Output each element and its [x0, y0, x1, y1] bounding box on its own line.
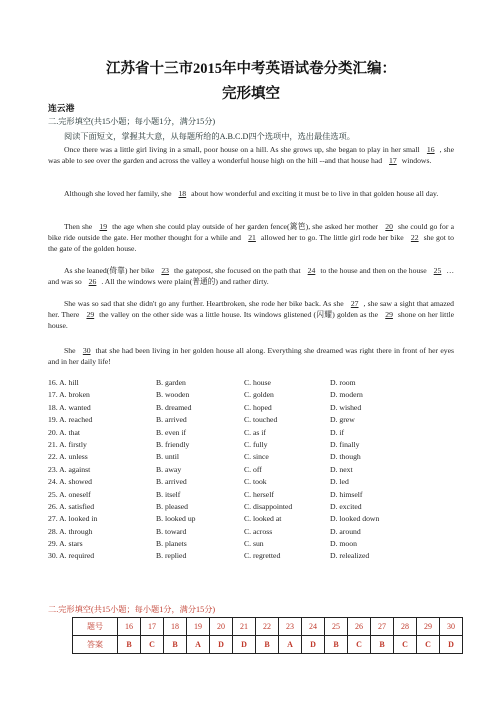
option-d: D. if — [330, 427, 345, 437]
question-number-cell: 20 — [210, 618, 233, 636]
option-a: 30. A. required — [48, 551, 95, 561]
option-c: C. touched — [244, 415, 278, 425]
answer-table-number-row — [73, 618, 463, 636]
option-d: D. grew — [330, 415, 355, 425]
option-b: B. until — [156, 452, 180, 462]
question-number-cell: 21 — [233, 618, 256, 636]
option-d: D. finally — [330, 439, 360, 449]
option-d: D. himself — [330, 489, 363, 499]
options-list — [48, 378, 468, 564]
question-number-cell: 24 — [302, 618, 325, 636]
option-a: 18. A. wanted — [48, 402, 91, 412]
answer-cell: D — [233, 636, 256, 654]
blank-23: 23 — [161, 266, 170, 275]
question-number-cell: 29 — [417, 618, 440, 636]
option-b: B. arrived — [156, 477, 187, 487]
option-row — [48, 527, 468, 539]
option-d: D. led — [330, 477, 349, 487]
option-row — [48, 465, 468, 477]
option-row — [48, 440, 468, 452]
option-c: C. sun — [244, 539, 264, 549]
option-b: B. planets — [156, 539, 187, 549]
option-d: D. excited — [330, 501, 362, 511]
option-d: D. next — [330, 464, 353, 474]
answer-cell: B — [256, 636, 279, 654]
option-c: C. fully — [244, 439, 268, 449]
answer-table — [72, 617, 463, 654]
option-b: B. itself — [156, 489, 181, 499]
blank-27: 27 — [350, 299, 359, 308]
option-c: C. hoped — [244, 402, 272, 412]
answer-table-answer-row — [73, 636, 463, 654]
option-d: D. moon — [330, 539, 357, 549]
blank-21: 21 — [248, 233, 256, 242]
option-d: D. modern — [330, 390, 363, 400]
question-number-cell: 22 — [256, 618, 279, 636]
option-row — [48, 539, 468, 551]
question-number-cell: 17 — [141, 618, 164, 636]
passage-paragraph-4: As she leaned(倚靠) her bike 23 the gatepost, she focused on the path that 24 to the house and then on the house 25 …and was so 26 . All the windows were plain(普通的) and rather dirty. — [48, 266, 455, 286]
option-a: 28. A. through — [48, 526, 93, 536]
option-d: D. relealized — [330, 551, 370, 561]
option-a: 29. A. stars — [48, 539, 83, 549]
option-c: C. herself — [244, 489, 274, 499]
option-row — [48, 378, 468, 390]
answer-cell: B — [118, 636, 141, 654]
answer-cell: D — [210, 636, 233, 654]
blank-17: 17 — [389, 156, 397, 165]
option-b: B. dreamed — [156, 402, 192, 412]
option-row — [48, 477, 468, 489]
option-a: 16. A. hill — [48, 378, 79, 387]
option-b: B. even if — [156, 427, 187, 437]
blank-20: 20 — [385, 222, 393, 231]
option-c: C. regretted — [244, 551, 281, 561]
instructions-header: 二.完形填空(共15小题；每小题1分，满分15分) — [48, 117, 216, 126]
section-heading: 连云港 — [48, 103, 75, 113]
option-c: C. as if — [244, 427, 266, 437]
option-b: B. pleased — [156, 501, 189, 511]
answer-table-answer-label: 答案 — [73, 636, 118, 654]
option-b: B. garden — [156, 378, 186, 387]
option-a: 26. A. satisfied — [48, 501, 95, 511]
option-row — [48, 514, 468, 526]
blank-19: 19 — [99, 222, 108, 231]
option-b: B. arrived — [156, 415, 187, 425]
question-number-cell: 19 — [187, 618, 210, 636]
option-c: C. since — [244, 452, 269, 462]
option-c: C. house — [244, 378, 271, 387]
option-d: D. room — [330, 378, 356, 387]
question-number-cell: 27 — [371, 618, 394, 636]
question-number-cell: 26 — [348, 618, 371, 636]
answer-cell: C — [417, 636, 440, 654]
option-a: 23. A. against — [48, 464, 91, 474]
answer-table-number-label: 题号 — [73, 618, 118, 636]
question-number-cell: 16 — [118, 618, 141, 636]
option-row — [48, 390, 468, 402]
passage-paragraph-2: Although she loved her family, she 18 about how wonderful and exciting it must be to live in that golden house all day. — [64, 189, 439, 198]
option-a: 27. A. looked in — [48, 514, 98, 524]
answer-cell: D — [440, 636, 463, 654]
option-row — [48, 502, 468, 514]
answer-cell: B — [371, 636, 394, 654]
option-a: 21. A. firstly — [48, 439, 87, 449]
answer-cell: A — [187, 636, 210, 654]
blank-30: 30 — [82, 346, 91, 355]
option-a: 20. A. that — [48, 427, 81, 437]
option-b: B. replied — [156, 551, 187, 561]
blank-16: 16 — [426, 145, 435, 154]
passage-paragraph-5: She was so sad that she didn't go any further. Heartbroken, she rode her bike back. As she 27 , she saw a sight that amazed her. There 29 the valley on the other side was a little house. Its windows glistened (闪耀) golden as the 29 shone on her little house. — [48, 299, 455, 330]
option-b: B. away — [156, 464, 182, 474]
option-a: 17. A. broken — [48, 390, 90, 400]
option-row — [48, 415, 468, 427]
option-c: C. golden — [244, 390, 274, 400]
blank-22: 22 — [410, 233, 419, 242]
option-c: C. took — [244, 477, 267, 487]
option-d: D. though — [330, 452, 361, 462]
question-number-cell: 25 — [325, 618, 348, 636]
blank-28: 29 — [86, 310, 95, 319]
passage-paragraph-1: Once there was a little girl living in a small, poor house on a hill. As she grows up, she began to play in her small 16 , she was able to see over the garden and across the valley a wonderful house high on the hill --and that house had 17 windows. — [48, 145, 455, 165]
option-a: 19. A. reached — [48, 415, 93, 425]
answer-cell: A — [279, 636, 302, 654]
instructions-lead: 阅读下面短文，掌握其大意，从每题所给的A.B.C.D四个选项中，选出最佳选项。 — [64, 132, 355, 141]
option-c: C. looked at — [244, 514, 282, 524]
option-c: C. off — [244, 464, 262, 474]
option-a: 24. A. showed — [48, 477, 92, 487]
blank-24: 24 — [307, 266, 316, 275]
option-row — [48, 490, 468, 502]
passage-paragraph-3: Then she 19 the age when she could play outside of her garden fence(篱笆), she asked her mother 20 she could go for a bike ride outside the gate. Her mother thought for a while and 21 allowed her to go. The little girl rode her bike 22 she got to the gate of the golden house. — [48, 222, 455, 253]
answer-cell: B — [325, 636, 348, 654]
question-number-cell: 23 — [279, 618, 302, 636]
option-row — [48, 452, 468, 464]
question-number-cell: 28 — [394, 618, 417, 636]
option-d: D. wished — [330, 402, 362, 412]
answer-section-heading: 二.完形填空(共15小题；每小题1分，满分15分) — [48, 605, 216, 614]
option-c: C. across — [244, 526, 273, 536]
blank-29: 29 — [385, 310, 393, 319]
option-b: B. friendly — [156, 439, 190, 449]
option-row — [48, 428, 468, 440]
option-row — [48, 551, 468, 563]
option-b: B. looked up — [156, 514, 196, 524]
option-d: D. looked down — [330, 514, 380, 524]
option-row — [48, 403, 468, 415]
passage-paragraph-6: She 30 that she had been living in her golden house all along. Everything she dreamed was right there in front of her eyes and in her daily life! — [48, 346, 454, 366]
answer-cell: B — [164, 636, 187, 654]
blank-25: 25 — [433, 266, 442, 275]
option-d: D. around — [330, 526, 361, 536]
question-number-cell: 18 — [164, 618, 187, 636]
question-number-cell: 30 — [440, 618, 463, 636]
blank-18: 18 — [178, 189, 187, 198]
option-b: B. toward — [156, 526, 187, 536]
document-title: 江苏省十三市2015年中考英语试卷分类汇编： — [106, 61, 396, 77]
option-a: 25. A. oneself — [48, 489, 91, 499]
option-c: C. disappointed — [244, 501, 293, 511]
option-b: B. wooden — [156, 390, 190, 400]
answer-cell: C — [348, 636, 371, 654]
answer-cell: C — [394, 636, 417, 654]
blank-26: 26 — [88, 277, 97, 286]
answer-cell: C — [141, 636, 164, 654]
document-subtitle: 完形填空 — [222, 86, 280, 102]
answer-cell: D — [302, 636, 325, 654]
option-a: 22. A. unless — [48, 452, 88, 462]
